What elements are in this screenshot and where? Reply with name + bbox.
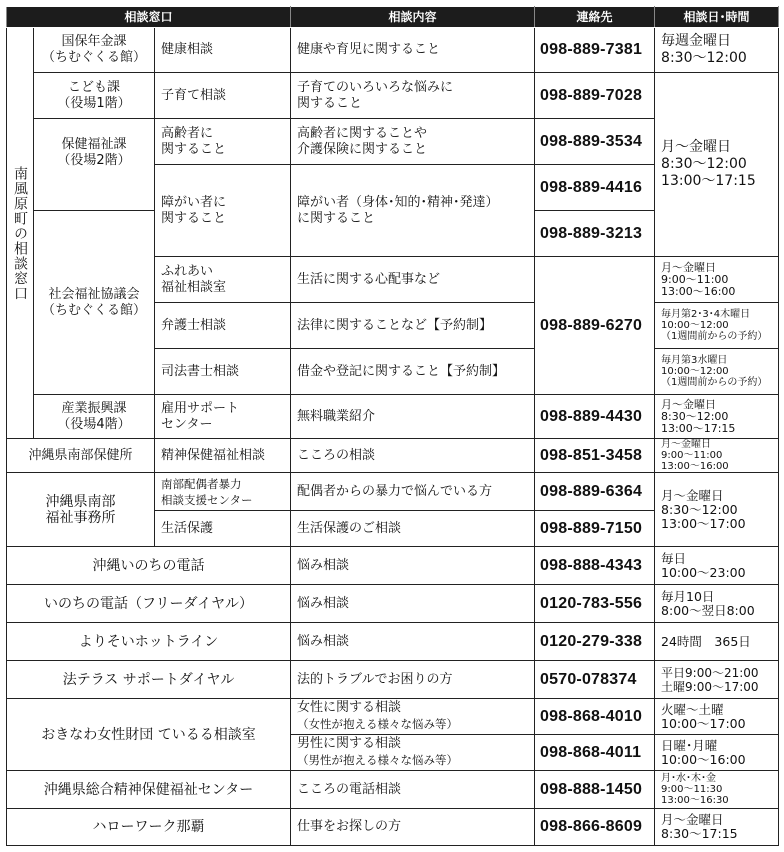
dept-cell: 沖縄県南部保健所 [7,439,155,473]
table-row [7,809,779,846]
sub-cell: 精神保健福祉相談 [155,439,291,473]
table-row [7,623,779,661]
dept-cell: 沖縄県南部 福祉事務所 [7,473,155,547]
consultation-table [6,6,779,846]
time-cell: 月～金曜日 8:30～12:00 13:00～17:00 [655,473,779,547]
sub-cell: ふれあい 福祉相談室 [155,257,291,303]
time-cell: 火曜～土曜 10:00～17:00 [655,699,779,735]
table-row [7,395,779,439]
content-cell: 悩み相談 [291,585,535,623]
sub-cell: 生活保護 [155,511,291,547]
time-cell: 月～金曜日 8:30～12:00 13:00～17:15 [655,73,779,257]
content-cell: 女性に関する相談 （女性が抱える様々な悩み等） [291,699,535,735]
table-header [7,7,779,28]
table-row [7,547,779,585]
time-cell: 毎週金曜日 8:30～12:00 [655,28,779,73]
dept-cell: 沖縄いのちの電話 [7,547,291,585]
group-label: 南風原町の相談窓口 [7,28,34,439]
phone-number[interactable]: 0570-078374 [535,661,655,699]
sub-cell: 司法書士相談 [155,349,291,395]
content-cell: 男性に関する相談 （男性が抱える様々な悩み等） [291,735,535,771]
content-cell: 生活保護のご相談 [291,511,535,547]
time-cell: 月～金曜日 9:00～11:00 13:00～16:00 [655,439,779,473]
phone-number[interactable]: 098-868-4010 [535,699,655,735]
dept-cell: ハローワーク那覇 [7,809,291,846]
phone-number[interactable]: 098-868-4011 [535,735,655,771]
phone-number[interactable]: 098-889-3213 [535,211,655,257]
phone-number[interactable]: 0120-279-338 [535,623,655,661]
phone-number[interactable]: 098-889-3534 [535,119,655,165]
time-cell: 毎月第2･3･4木曜日 10:00～12:00 （1週間前からの予約） [655,303,779,349]
time-cell: 平日9:00～21:00 土曜9:00～17:00 [655,661,779,699]
phone-number[interactable]: 098-889-6364 [535,473,655,511]
table-row [7,473,779,511]
time-cell: 日曜･月曜 10:00～16:00 [655,735,779,771]
sub-cell: 南部配偶者暴力 相談支援センター [155,473,291,511]
table-row [7,585,779,623]
content-cell: 法律に関することなど【予約制】 [291,303,535,349]
header-datetime: 相談日･時間 [655,7,779,28]
content-cell: 高齢者に関することや 介護保険に関すること [291,119,535,165]
time-cell: 毎日 10:00～23:00 [655,547,779,585]
content-cell: 悩み相談 [291,623,535,661]
content-cell: 法的トラブルでお困りの方 [291,661,535,699]
sub-cell: 弁護士相談 [155,303,291,349]
time-cell: 24時間 365日 [655,623,779,661]
table-row [7,661,779,699]
phone-number[interactable]: 098-888-4343 [535,547,655,585]
time-cell: 月～金曜日 8:30～12:00 13:00～17:15 [655,395,779,439]
header-window: 相談窓口 [7,7,291,28]
table-row [7,439,779,473]
header-content: 相談内容 [291,7,535,28]
dept-cell: 保健福祉課 （役場2階） [34,119,155,211]
phone-number[interactable]: 098-889-7381 [535,28,655,73]
sub-cell: 雇用サポート センター [155,395,291,439]
content-cell: 無料職業紹介 [291,395,535,439]
content-cell: 悩み相談 [291,547,535,585]
phone-number[interactable]: 098-889-7028 [535,73,655,119]
content-cell: こころの相談 [291,439,535,473]
table-row [7,73,779,119]
time-cell: 月･水･木･金 9:00～11:30 13:00～16:30 [655,771,779,809]
phone-number[interactable]: 098-889-4416 [535,165,655,211]
dept-cell: 沖縄県総合精神保健福祉センター [7,771,291,809]
content-cell: 配偶者からの暴力で悩んでいる方 [291,473,535,511]
time-cell: 毎月10日 8:00～翌日8:00 [655,585,779,623]
phone-number[interactable]: 098-889-4430 [535,395,655,439]
dept-cell: よりそいホットライン [7,623,291,661]
phone-number[interactable]: 098-889-7150 [535,511,655,547]
phone-number[interactable]: 0120-783-556 [535,585,655,623]
sub-cell: 障がい者に 関すること [155,165,291,257]
dept-cell: 法テラス サポートダイヤル [7,661,291,699]
dept-cell: 社会福祉協議会 （ちむぐくる館） [34,211,155,395]
time-cell: 毎月第3水曜日 10:00～12:00 （1週間前からの予約） [655,349,779,395]
phone-number[interactable]: 098-866-8609 [535,809,655,846]
content-cell: 借金や登記に関すること【予約制】 [291,349,535,395]
time-cell: 月～金曜日 9:00～11:00 13:00～16:00 [655,257,779,303]
table-row [7,699,779,735]
dept-cell: 産業振興課 （役場4階） [34,395,155,439]
header-contact: 連絡先 [535,7,655,28]
table-row [7,771,779,809]
dept-cell: いのちの電話（フリーダイヤル） [7,585,291,623]
content-cell: 子育てのいろいろな悩みに 関すること [291,73,535,119]
dept-cell: 国保年金課 （ちむぐくる館） [34,28,155,73]
content-cell: 生活に関する心配事など [291,257,535,303]
dept-cell: こども課 （役場1階） [34,73,155,119]
dept-cell: おきなわ女性財団 ているる相談室 [7,699,291,771]
table-row [7,28,779,73]
sub-cell: 子育て相談 [155,73,291,119]
content-cell: 障がい者（身体･知的･精神･発達） に関すること [291,165,535,257]
phone-number[interactable]: 098-889-6270 [535,257,655,395]
phone-number[interactable]: 098-851-3458 [535,439,655,473]
sub-cell: 健康相談 [155,28,291,73]
sub-cell: 高齢者に 関すること [155,119,291,165]
phone-number[interactable]: 098-888-1450 [535,771,655,809]
time-cell: 月～金曜日 8:30～17:15 [655,809,779,846]
content-cell: こころの電話相談 [291,771,535,809]
content-cell: 仕事をお探しの方 [291,809,535,846]
content-cell: 健康や育児に関すること [291,28,535,73]
